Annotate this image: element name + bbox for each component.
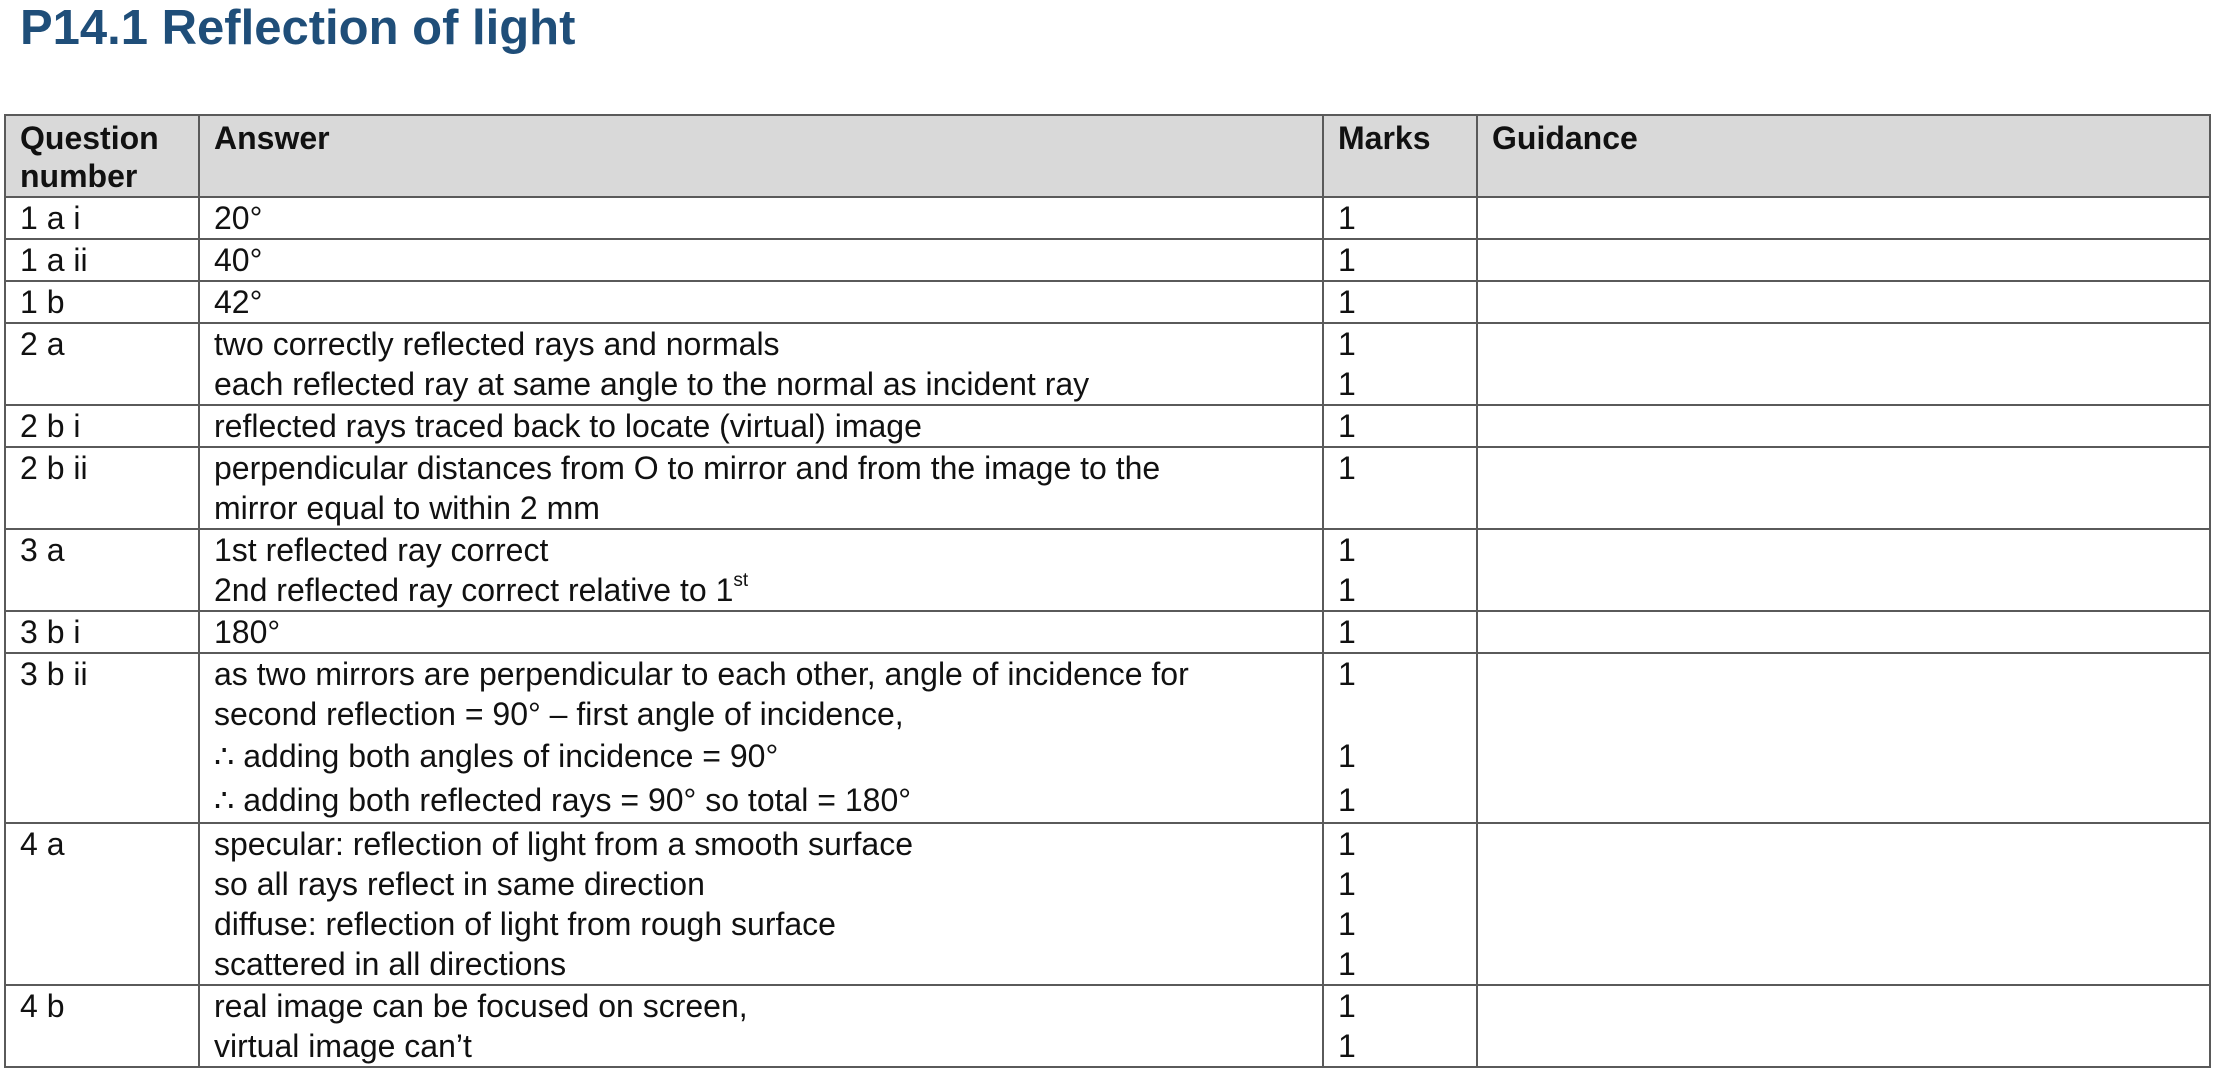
header-question-line2: number bbox=[20, 158, 138, 194]
marks-cell bbox=[1323, 985, 1477, 1067]
mark-value: 1 bbox=[1338, 242, 1356, 278]
answer-line: virtual image can’t bbox=[214, 1028, 472, 1064]
mark-value: 1 bbox=[1338, 572, 1356, 608]
answer-line: two correctly reflected rays and normals bbox=[214, 326, 780, 362]
answer-line: 180° bbox=[214, 614, 281, 650]
answer-line: reflected rays traced back to locate (virtual) image bbox=[214, 408, 922, 444]
answer-line: mirror equal to within 2 mm bbox=[214, 490, 600, 526]
question-cell: 2 a bbox=[5, 323, 199, 405]
answer-line: 20° bbox=[214, 200, 263, 236]
marks-cell bbox=[1323, 323, 1477, 405]
guidance-cell bbox=[1477, 447, 2210, 529]
header-answer: Answer bbox=[199, 115, 1323, 197]
mark-value: 1 bbox=[1338, 826, 1356, 862]
answer-line: as two mirrors are perpendicular to each other, angle of incidence for bbox=[214, 656, 1189, 692]
answer-cell bbox=[199, 447, 1323, 529]
question-cell: 4 b bbox=[5, 985, 199, 1067]
table-row bbox=[5, 529, 2210, 611]
mark-value: 1 bbox=[1338, 866, 1356, 902]
guidance-cell bbox=[1477, 823, 2210, 985]
mark-value: 1 bbox=[1338, 614, 1356, 650]
mark-value: 1 bbox=[1338, 326, 1356, 362]
guidance-cell bbox=[1477, 197, 2210, 239]
table-header bbox=[5, 115, 2210, 197]
marks-cell bbox=[1323, 281, 1477, 323]
header-guidance: Guidance bbox=[1477, 115, 2210, 197]
mark-value: 1 bbox=[1338, 988, 1356, 1024]
answer-line: 40° bbox=[214, 242, 263, 278]
mark-value: 1 bbox=[1338, 408, 1356, 444]
answer-cell bbox=[199, 405, 1323, 447]
mark-value: 1 bbox=[1338, 738, 1356, 774]
mark-value: 1 bbox=[1338, 366, 1356, 402]
answer-line: ∴ adding both reflected rays = 90° so total = 180° bbox=[214, 782, 912, 818]
ordinal-superscript: st bbox=[733, 570, 749, 591]
mark-value: 1 bbox=[1338, 782, 1356, 818]
guidance-cell bbox=[1477, 239, 2210, 281]
header-question-line1: Question bbox=[20, 120, 159, 156]
answer-line: each reflected ray at same angle to the normal as incident ray bbox=[214, 366, 1090, 402]
page-title: P14.1 Reflection of light bbox=[20, 1, 576, 55]
table-row bbox=[5, 653, 2210, 823]
table-row bbox=[5, 447, 2210, 529]
mark-value: 1 bbox=[1338, 284, 1356, 320]
question-cell: 2 b i bbox=[5, 405, 199, 447]
mark-value: 1 bbox=[1338, 906, 1356, 942]
question-cell: 1 b bbox=[5, 281, 199, 323]
answer-cell bbox=[199, 239, 1323, 281]
answer-cell bbox=[199, 985, 1323, 1067]
table-row bbox=[5, 197, 2210, 239]
table-row bbox=[5, 405, 2210, 447]
guidance-cell bbox=[1477, 985, 2210, 1067]
marks-cell bbox=[1323, 611, 1477, 653]
answer-line: diffuse: reflection of light from rough surface bbox=[214, 906, 836, 942]
marks-cell bbox=[1323, 197, 1477, 239]
header-question-number bbox=[5, 115, 199, 197]
marks-cell bbox=[1323, 823, 1477, 985]
marks-cell bbox=[1323, 447, 1477, 529]
question-cell: 3 b ii bbox=[5, 653, 199, 823]
answer-cell bbox=[199, 197, 1323, 239]
answer-line-with-superscript bbox=[214, 570, 1308, 610]
answer-line: scattered in all directions bbox=[214, 946, 567, 982]
table-row bbox=[5, 281, 2210, 323]
guidance-cell bbox=[1477, 611, 2210, 653]
question-cell: 2 b ii bbox=[5, 447, 199, 529]
mark-value: 1 bbox=[1338, 1028, 1356, 1064]
answer-cell bbox=[199, 281, 1323, 323]
table-row bbox=[5, 823, 2210, 985]
marks-cell bbox=[1323, 653, 1477, 823]
table-row bbox=[5, 611, 2210, 653]
marks-cell bbox=[1323, 405, 1477, 447]
answer-line: specular: reflection of light from a smooth surface bbox=[214, 826, 913, 862]
answer-line: perpendicular distances from O to mirror and from the image to the bbox=[214, 450, 1161, 486]
mark-value: 1 bbox=[1338, 946, 1356, 982]
table-row bbox=[5, 985, 2210, 1067]
guidance-cell bbox=[1477, 529, 2210, 611]
answer-line: second reflection = 90° – first angle of incidence, bbox=[214, 696, 904, 732]
table-row bbox=[5, 239, 2210, 281]
mark-value: 1 bbox=[1338, 200, 1356, 236]
marks-cell bbox=[1323, 529, 1477, 611]
marks-cell bbox=[1323, 239, 1477, 281]
answer-line: so all rays reflect in same direction bbox=[214, 866, 705, 902]
answer-cell bbox=[199, 529, 1323, 611]
answer-line: ∴ adding both angles of incidence = 90° bbox=[214, 738, 779, 774]
answer-cell bbox=[199, 323, 1323, 405]
answer-cell bbox=[199, 823, 1323, 985]
guidance-cell bbox=[1477, 323, 2210, 405]
question-cell: 1 a ii bbox=[5, 239, 199, 281]
answer-line-text: 2nd reflected ray correct relative to 1 bbox=[214, 572, 734, 608]
guidance-cell bbox=[1477, 653, 2210, 823]
question-cell: 4 a bbox=[5, 823, 199, 985]
answer-line: real image can be focused on screen, bbox=[214, 988, 748, 1024]
mark-value: 1 bbox=[1338, 450, 1356, 486]
header-marks: Marks bbox=[1323, 115, 1477, 197]
table-body bbox=[5, 197, 2210, 1067]
mark-scheme-table bbox=[4, 114, 2211, 1068]
guidance-cell bbox=[1477, 281, 2210, 323]
question-cell: 3 a bbox=[5, 529, 199, 611]
question-cell: 3 b i bbox=[5, 611, 199, 653]
mark-spacer bbox=[1338, 694, 1462, 734]
answer-line: 42° bbox=[214, 284, 263, 320]
mark-value: 1 bbox=[1338, 532, 1356, 568]
mark-value: 1 bbox=[1338, 656, 1356, 692]
question-cell: 1 a i bbox=[5, 197, 199, 239]
answer-line: 1st reflected ray correct bbox=[214, 532, 549, 568]
table-row bbox=[5, 323, 2210, 405]
answer-cell bbox=[199, 653, 1323, 823]
answer-cell bbox=[199, 611, 1323, 653]
header-row bbox=[5, 115, 2210, 197]
guidance-cell bbox=[1477, 405, 2210, 447]
